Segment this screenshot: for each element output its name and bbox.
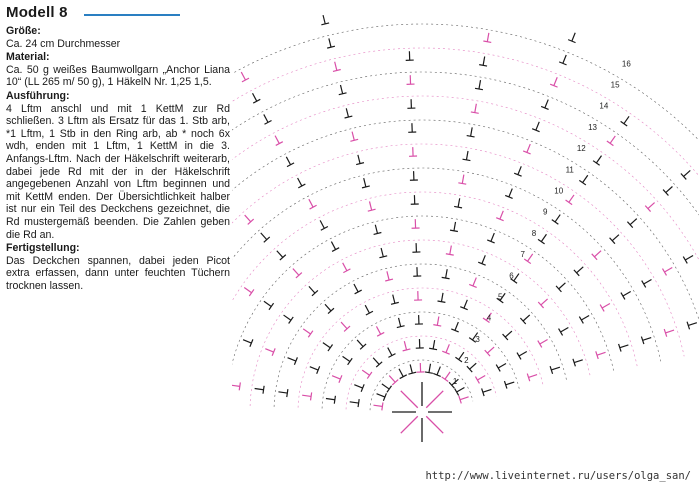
stitch-post [244,288,251,293]
stitch-post [500,211,503,219]
stitch-post [664,268,672,273]
stitch-bar [538,341,542,348]
stitch-post [477,376,485,381]
stitch-post [610,136,615,143]
stitch-post [483,56,485,65]
stitch-post [393,295,395,304]
stitch-post [450,246,452,255]
stitch-post [320,220,324,228]
execution-text: 4 Lftm anschl und mit 1 KettM zur Rd schließen. 3 Lftm als Ersatz für das 1. Stb arb, *1 Lftm, 1 Stb in den Ring arb, ab * noch 6x wdh, enden mit 1 Lftm, 1 KettM in die 3. Anfangs-Lftm. Nach der Häkelschrift weiterarb, dabei jede Rd mit der in der Häkelschrift angegebenen Anzahl von Lftm beginnen und mit KettM enden. Der Übersichtlichkeit halber ist nur ein Teil des Deckchens gezeichnet, die Rd mustergemäß beenden. Die Zahlen geben die Rd an. [6,102,230,241]
chain-row [274,264,567,407]
stitch-post [284,315,291,320]
stitch-post [458,198,460,207]
stitch-post [389,376,395,383]
stitch-post [569,195,574,202]
stitch-post [487,33,489,42]
stitch-post [551,367,560,370]
stitch-post [365,305,369,313]
center-stitch [401,416,418,433]
stitch-bar [552,220,559,225]
stitch-post [460,397,469,400]
stitch-post [685,256,693,261]
stitch-post [323,15,325,24]
chain-row [232,72,699,400]
stitch-bar [367,372,372,379]
stitch-post [527,144,530,152]
stitch-post [514,274,519,281]
stitch-post [541,234,546,241]
round-number-label: 3 [475,334,480,344]
stitch-post [382,384,389,389]
stitch-post [323,343,330,348]
stitch-post [506,382,515,385]
stitch-post [583,175,588,182]
stitch-post [487,347,494,353]
stitch-post [293,269,299,276]
title-rule [84,14,180,16]
size-text: Ca. 24 cm Durchmesser [6,37,121,50]
stitch-bar [377,332,384,336]
stitch-post [354,284,358,292]
stitch-post [541,299,548,305]
stitch-post [482,255,485,263]
stitch-post [523,315,530,321]
stitch-post [665,330,674,333]
stitch-post [357,340,363,347]
stitch-post [373,358,379,365]
stitch-post [597,352,606,355]
stitch-post [309,199,313,207]
stitch-post [577,267,584,273]
stitch-post [375,225,377,234]
stitch-post [399,369,403,377]
stitch-post [529,375,538,378]
heading-finishing: Fertigstellung: [6,242,80,255]
stitch-post [466,151,468,160]
stitch-post [255,388,264,389]
watermark: http://www.liveinternet.ru/users/olga_san/ [425,470,691,482]
stitch-post [437,367,440,375]
title-row [6,2,230,24]
stitch-post [594,251,601,257]
stitch-post [302,395,311,396]
stitch-post [445,372,450,379]
stitch-post [509,189,512,197]
stitch-post [261,233,267,240]
stitch-post [572,33,575,41]
chain-row [232,216,614,405]
chain-row [346,336,496,409]
stitch-post [471,127,473,136]
stitch-bar [332,248,339,252]
stitch-post [528,254,533,261]
stitch-post [343,356,350,361]
stitch-post [446,344,449,352]
stitch-post [433,340,435,349]
stitch-post [264,301,271,306]
stitch-post [612,235,619,241]
stitch-post [341,322,347,329]
round-number-label: 13 [588,122,598,132]
stitch-post [643,338,652,341]
stitch-post [454,222,456,231]
chain-row [232,24,699,398]
stitch-post [459,352,464,359]
stitch-post [498,364,506,369]
stitch-post [545,100,548,108]
stitch-post [381,248,383,257]
stitch-post [264,114,268,122]
stitch-post [505,331,512,337]
chain-row [232,168,661,403]
stitch-post [399,318,401,327]
round-number-label: 9 [543,207,548,217]
stitch-post [286,157,290,165]
chain-row [250,240,590,406]
stitch-post [602,304,610,309]
stitch-post [350,402,359,403]
round-number-label: 8 [531,228,537,238]
round-number-label: 10 [554,186,564,196]
stitch-post [325,304,331,311]
stitch-post [277,251,283,258]
stitch-post [464,300,467,308]
heading-material: Material: [6,51,50,64]
stitch-bar [298,184,305,188]
stitch-post [278,392,287,393]
stitch-post [648,203,655,209]
center-stitch [426,391,443,408]
stitch-post [666,187,673,193]
round-number-label: 4 [486,313,492,323]
stitch-post [446,269,448,278]
stitch-post [536,122,539,130]
heading-size: Größe: [6,25,41,37]
stitch-post [370,201,372,210]
stitch-post [241,72,245,80]
finishing-text: Das Deckchen spannen, dabei jeden Picot extra erfassen, dann unter feuchten Tüchern trocknen lassen. [6,254,230,292]
stitch-post [623,292,631,297]
stitch-post [326,399,335,400]
stitch-post [455,322,458,330]
stitch-post [340,85,342,94]
stitch-post [475,104,477,113]
crochet-chart [232,0,699,486]
stitch-post [329,38,331,47]
stitch-post [555,215,560,222]
stitch-post [491,233,494,241]
stitch-post [437,316,439,325]
stitch-post [688,323,697,326]
round-number-label: 6 [509,271,514,281]
stitch-post [540,340,548,345]
stitch-post [354,385,362,388]
stitch-bar [579,317,583,324]
stitch-post [245,215,251,222]
stitch-post [232,385,240,386]
stitch-post [298,178,302,186]
center-stitch [426,416,443,433]
chain-row [322,312,520,409]
material-text: Ca. 50 g weißes Baumwollgarn „Anchor Liana 10“ (LL 265 m/ 50 g), 1 HäkelN Nr. 1,25 1,5. [6,63,230,89]
stitch-post [441,293,443,302]
stitch-post [388,348,392,356]
round-number-label: 16 [621,59,631,69]
stitch-post [581,316,589,321]
stitch-post [404,341,406,350]
stitch-post [288,358,296,361]
stitch-post [373,405,382,406]
stitch-post [644,280,652,285]
stitch-post [358,155,360,164]
stitch-post [377,394,385,397]
stitch-post [479,80,481,89]
stitch-bar [287,163,294,167]
stitch-post [346,108,348,117]
round-number-label: 1 [452,377,458,387]
stitch-post [332,376,340,379]
stitch-post [253,93,257,101]
stitch-post [684,170,691,176]
stitch-bar [242,78,249,82]
stitch-bar [308,331,313,338]
stitch-post [473,278,476,286]
stitch-post [620,345,629,348]
stitch-post [563,55,566,63]
stitch-post [335,62,337,71]
stitch-post [554,77,557,85]
stitch-post [574,360,583,363]
stitch-post [343,263,347,271]
stitch-post [596,156,601,163]
stitch-post [265,349,273,352]
heading-execution: Ausführung: [6,89,70,102]
round-number-label: 14 [599,101,609,111]
center-stitch [401,391,418,408]
round-number-label: 7 [520,250,525,260]
stitch-post [429,364,431,373]
page-title: Modell 8 [6,3,68,21]
stitch-post [275,136,279,144]
stitch-post [387,271,389,280]
instructions-column [6,2,230,292]
stitch-post [376,326,380,334]
stitch-post [559,283,566,289]
chain-row [232,192,637,404]
stitch-post [331,242,335,250]
stitch-post [561,328,569,333]
stitch-bar [566,200,573,205]
stitch-post [624,116,629,123]
stitch-post [243,340,251,343]
stitch-post [630,219,637,225]
round-number-label: 5 [497,292,503,302]
round-number-label: 15 [610,80,620,90]
round-number-label: 11 [565,165,574,175]
stitch-post [470,363,477,369]
round-number-label: 2 [464,356,469,366]
stitch-post [364,178,366,187]
stitch-post [352,132,354,141]
stitch-post [462,175,464,184]
stitch-post [362,370,369,375]
stitch-post [303,329,310,334]
round-number-label: 12 [576,144,586,154]
stitch-post [518,166,521,174]
stitch-post [519,352,527,357]
crochet-chart-svg [232,0,699,486]
stitch-post [310,367,318,370]
stitch-post [483,389,492,392]
stitch-post [457,388,465,393]
stitch-post [410,364,412,373]
stitch-post [309,286,315,293]
